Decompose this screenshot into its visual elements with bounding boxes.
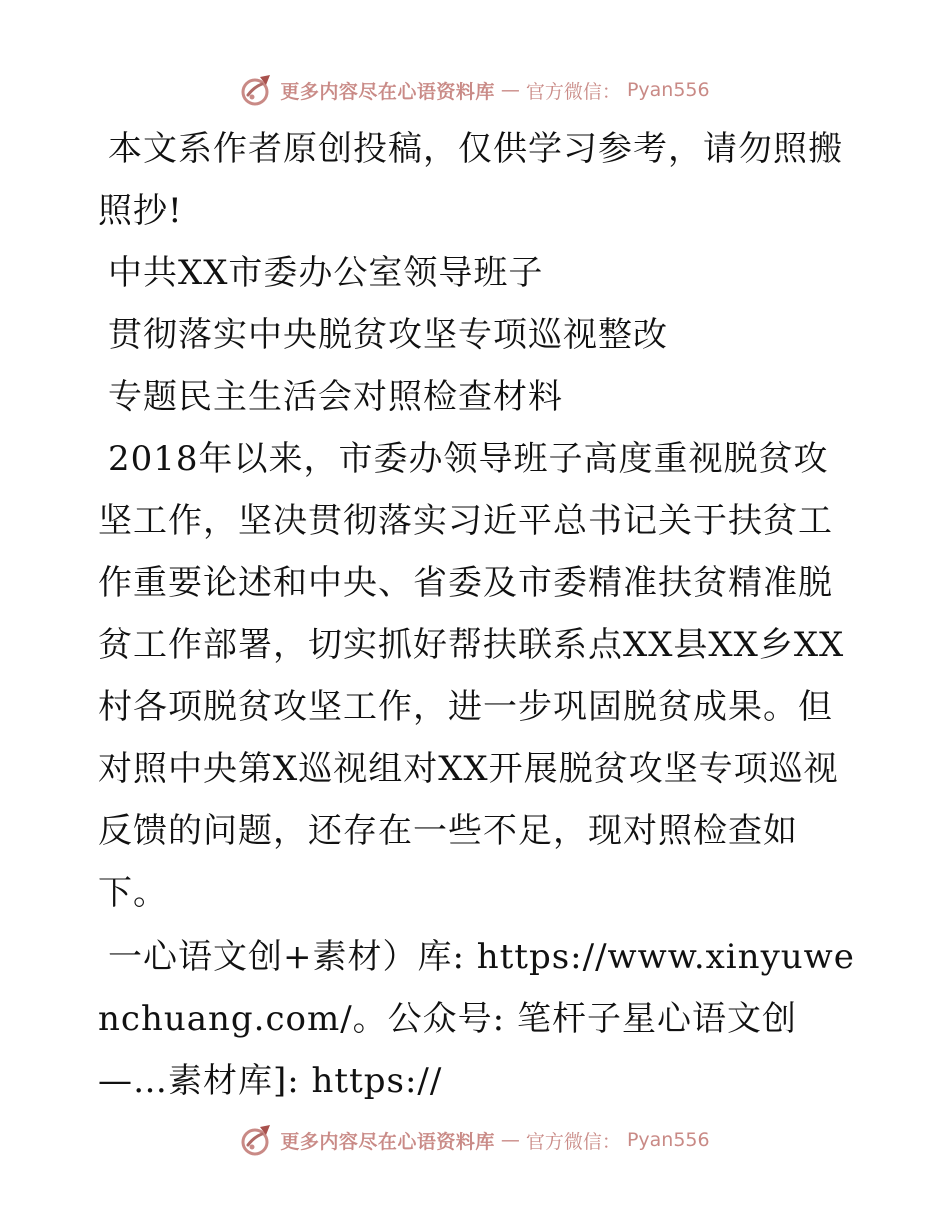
watermark-label: 官方微信： (525, 80, 621, 103)
watermark-banner-bottom (0, 1120, 950, 1160)
title-line-2: 贯彻落实中央脱贫攻坚专项巡视整改 (108, 315, 668, 355)
watermark-banner-top (0, 70, 950, 110)
watermark-wechat-id: Pyan556 (626, 79, 710, 101)
document-body (98, 118, 858, 1112)
watermark-wechat-id: Pyan556 (626, 1129, 710, 1151)
title-line-1: 中共XX市委办公室领导班子 (108, 253, 544, 293)
brush-pen-logo-icon (240, 73, 274, 107)
source-note-paragraph: 一心语文创+素材）库: https://www.xinyuwenchuang.com/。公众号: 笔杆子星心语文创—…素材库]: https:// (98, 937, 855, 1101)
watermark-main-text: 更多内容尽在心语资料库 (280, 1130, 495, 1153)
watermark-separator: — (500, 79, 520, 101)
copyright-notice: 本文系作者原创投稿，仅供学习参考，请勿照搬照抄! (98, 129, 843, 231)
intro-paragraph: 2018年以来，市委办领导班子高度重视脱贫攻坚工作，坚决贯彻落实习近平总书记关于扶贫工作重要论述和中央、省委及市委精准扶贫精准脱贫工作部署，切实抓好帮扶联系点XX县XX乡XX村各项脱贫攻坚工作，进一步巩固脱贫成果。但对照中央第X巡视组对XX开展脱贫攻坚专项巡视反馈的问题，还存在一些不足，现对照检查如下。 (98, 439, 845, 913)
watermark-separator: — (500, 1129, 520, 1151)
brush-pen-logo-icon (240, 1123, 274, 1157)
watermark-label: 官方微信： (525, 1130, 621, 1153)
watermark-main-text: 更多内容尽在心语资料库 (280, 80, 495, 103)
title-line-3: 专题民主生活会对照检查材料 (108, 377, 563, 417)
